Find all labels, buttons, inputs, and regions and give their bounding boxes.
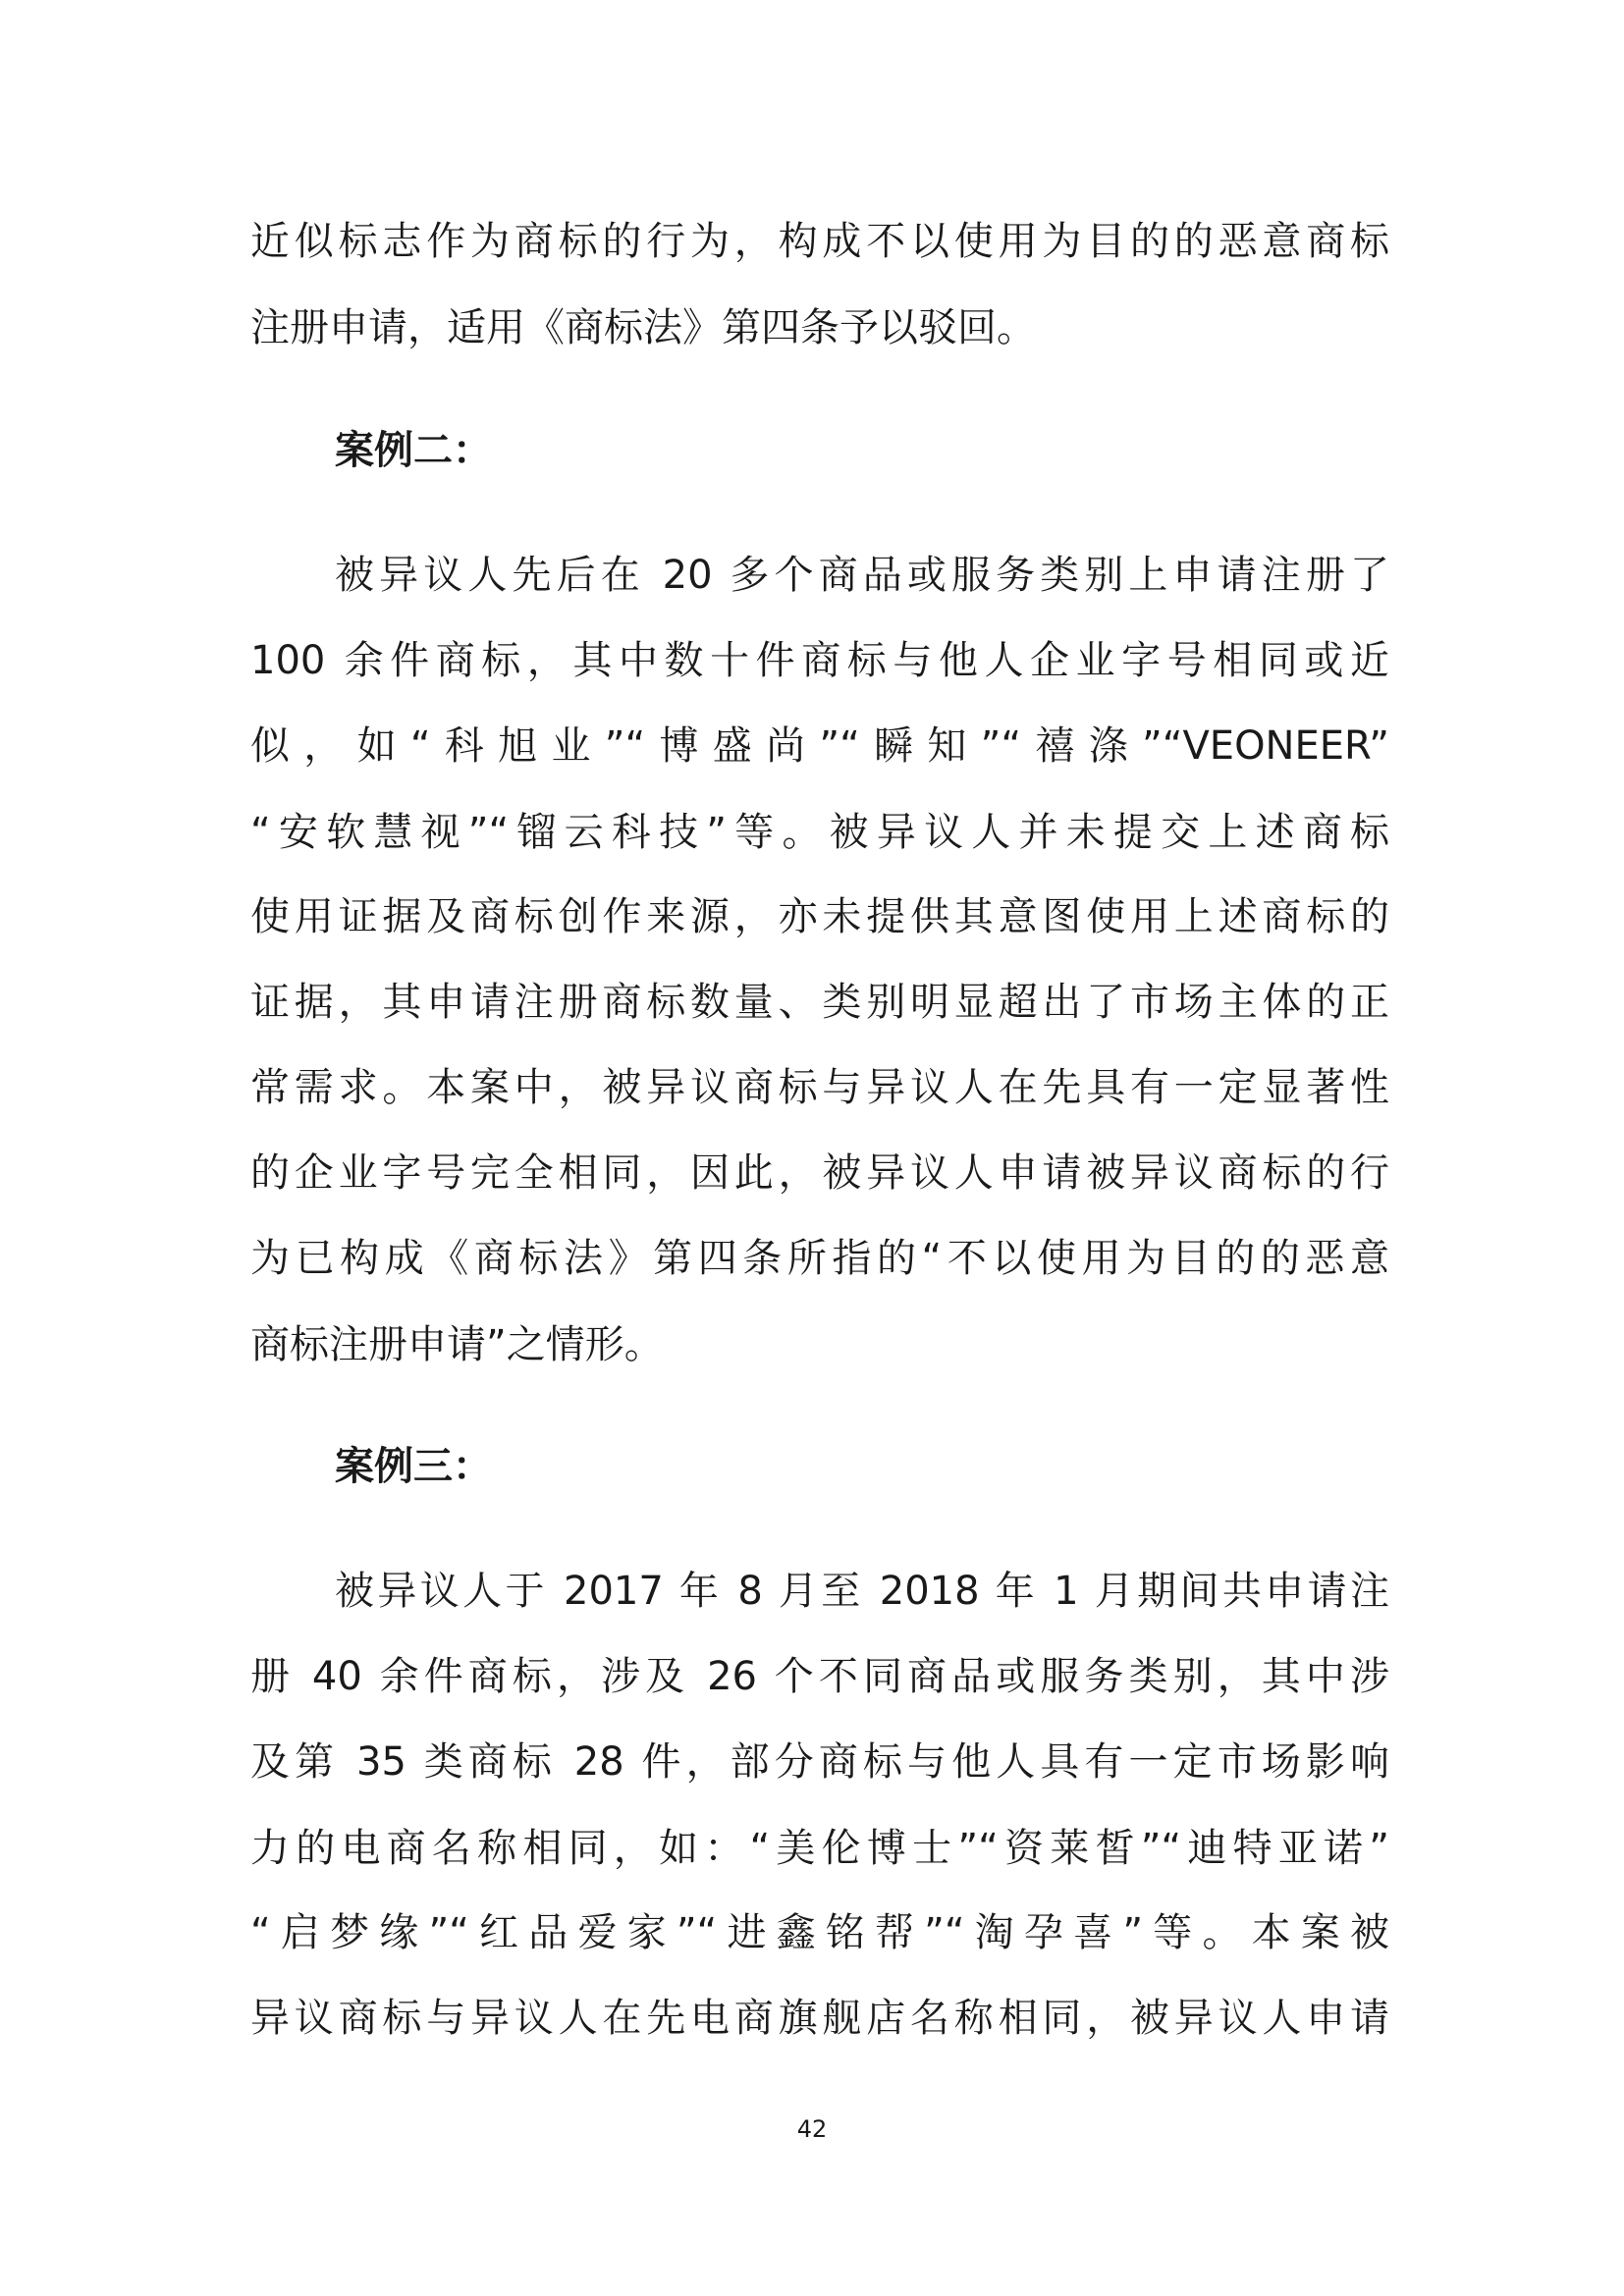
page-number: 42: [796, 2115, 828, 2143]
paragraph-line: 及第 35 类商标 28 件，部分商标与他人具有一定市场影响: [250, 1739, 1389, 1785]
case-heading: 案例三：: [335, 1444, 492, 1489]
paragraph-line: 100 余件商标，其中数十件商标与他人企业字号相同或近: [250, 638, 1389, 683]
paragraph-line: 的企业字号完全相同，因此，被异议人申请被异议商标的行: [250, 1150, 1389, 1196]
paragraph-line: 被异议人先后在 20 多个商品或服务类别上申请注册了: [335, 553, 1389, 598]
case-heading: 案例二：: [335, 428, 492, 473]
paragraph-line: 册 40 余件商标，涉及 26 个不同商品或服务类别，其中涉: [250, 1654, 1389, 1699]
paragraph-line: 力的电商名称相同，如：“美伦博士”“资莱皙”“迪特亚诺”: [250, 1826, 1389, 1871]
paragraph-line: 近似标志作为商标的行为，构成不以使用为目的的恶意商标: [250, 219, 1389, 264]
paragraph-line: 使用证据及商标创作来源，亦未提供其意图使用上述商标的: [250, 894, 1389, 939]
paragraph-line: 证据，其申请注册商标数量、类别明显超出了市场主体的正: [250, 980, 1389, 1025]
paragraph-line: 似，如“科旭业”“博盛尚”“瞬知”“禧涤”“VEONEER”: [250, 723, 1389, 769]
paragraph-line: 异议商标与异议人在先电商旗舰店名称相同，被异议人申请: [250, 1996, 1389, 2041]
paragraph-line: 商标注册申请”之情形。: [250, 1322, 664, 1367]
paragraph-line: “安软慧视”“镏云科技”等。被异议人并未提交上述商标: [250, 810, 1389, 855]
paragraph-line: 注册申请，适用《商标法》第四条予以驳回。: [250, 305, 1036, 350]
paragraph-line: 被异议人于 2017 年 8 月至 2018 年 1 月期间共申请注: [335, 1569, 1389, 1614]
paragraph-line: 为已构成《商标法》第四条所指的“不以使用为目的的恶意: [250, 1236, 1389, 1281]
paragraph-line: 常需求。本案中，被异议商标与异议人在先具有一定显著性: [250, 1065, 1389, 1110]
paragraph-line: “启梦缘”“红品爱家”“进鑫铭帮”“淘孕喜”等。本案被: [250, 1910, 1389, 1955]
